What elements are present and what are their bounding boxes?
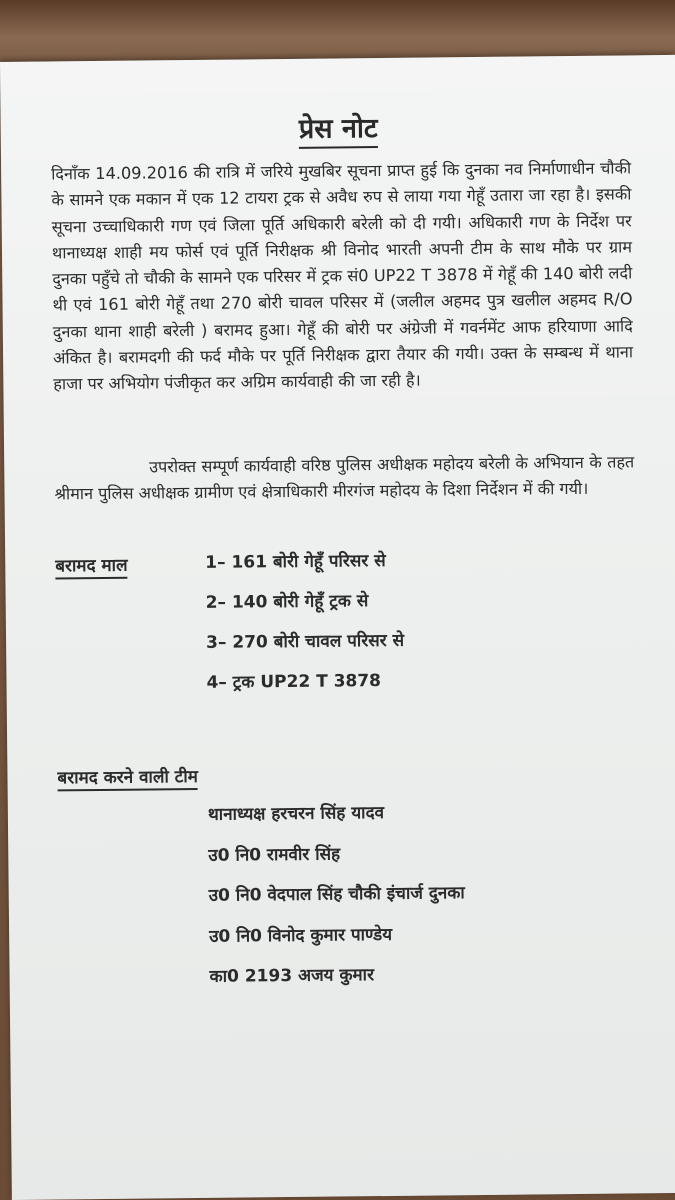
page-title [1,105,675,149]
recovery-team-heading: बरामद करने वाली टीम [57,764,198,791]
recovered-item: 1– 161 बोरी गेहूँ परिसर से [205,550,386,573]
recovery-team-list [208,797,466,1002]
team-member: उ0 नि0 वेदपाल सिंह चौकी इंचार्ज दुनका [208,883,465,906]
recovered-item: 2– 140 बोरी गेहूँ ट्रक से [205,591,369,613]
body-paragraph-1: दिनाँक 14.09.2016 की रात्रि में जरिये मुखबिर सूचना प्राप्त हुई कि दुनका नव निर्माणाधीन चौकी के सामने एक मकान में एक 12 टायरा ट्रक से अवैध रुप से लाया गया गेहूँ उतारा जा रहा है। इसकी सूचना उच्चाधिकारी गण एवं जिला पूर्ति अधिकारी बरेली को दी गयी। अधिकारी गण के निर्देश पर थानाध्यक्ष शाही मय फोर्स एवं पूर्ति निरीक्षक श्री विनोद भारती अपनी टीम के साथ मौके पर ग्राम दुनका पहुँचे तो चौकी के सामने एक परिसर में ट्रक सं0 UP22 T 3878 में गेहूँ की 140 बोरी लदी थी एवं 161 बोरी गेहूँ तथा 270 बोरी चावल परिसर में (जलील अहमद पुत्र खलील अहमद R/O दुनका थाना शाही बरेली ) बरामद हुआ। गेहूँ की बोरी पर अंग्रेजी में गवर्नमेंट आफ हरियाणा आदि अंकित है। बरामदगी की फर्द मौके पर पूर्ति निरीक्षक द्वारा तैयार की गयी। उक्त के सम्बन्ध में थाना हाजा पर अभियोग पंजीकृत कर अग्रिम कार्यवाही की जा रही है। [51,158,634,394]
recovered-item: 3– 270 बोरी चावल परिसर से [205,630,405,653]
recovered-goods-heading: बरामद माल [55,553,128,580]
team-member: थानाध्यक्ष हरचरन सिंह यादव [207,803,385,825]
team-member: का0 2193 अजय कुमार [209,965,375,987]
title-text: प्रेस नोट [299,113,378,149]
recovered-item: 4– ट्रक UP22 T 3878 [206,671,382,693]
team-member: उ0 नि0 रामवीर सिंह [208,843,341,866]
press-note-paper [0,55,675,1200]
body-paragraph-2: उपरोक्त सम्पूर्ण कार्यवाही वरिष्ठ पुलिस अधीक्षक महोदय बरेली के अभियान के तहत श्रीमान पुलिस अधीक्षक ग्रामीण एवं क्षेत्राधिकारी मीरगंज महोदय के दिशा निर्देशन में की गयी। [54,452,635,504]
recovered-goods-list [205,546,405,708]
team-member: उ0 नि0 विनोद कुमार पाण्डेय [209,924,393,947]
